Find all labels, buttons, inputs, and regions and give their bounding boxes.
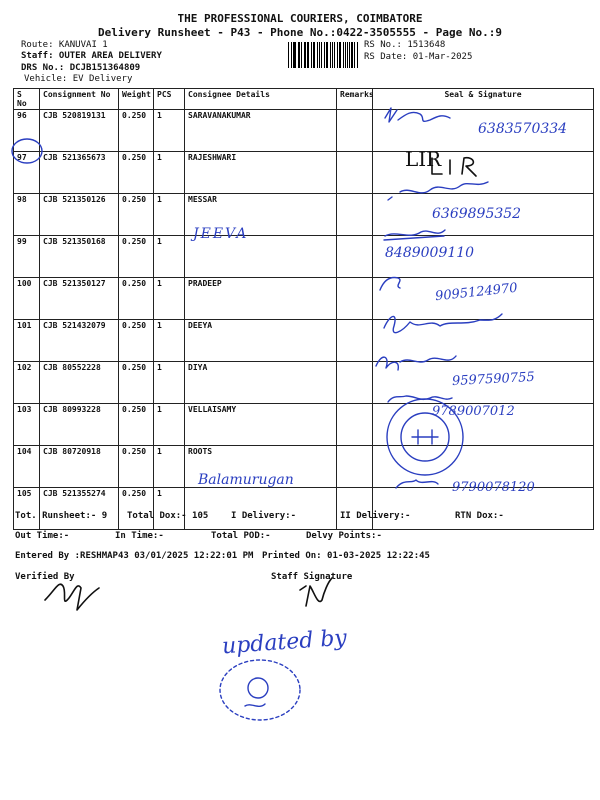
signature-98-scribble bbox=[388, 182, 488, 200]
hw-phone-99: 8489009110 bbox=[385, 245, 475, 261]
hw-sign-97: LIR bbox=[405, 147, 442, 171]
cell-sno: 102 bbox=[14, 362, 40, 404]
hw-phone-105: 9790078120 bbox=[452, 480, 535, 495]
col-header-signature: Seal & Signature bbox=[373, 89, 594, 110]
cell-pcs: 1 bbox=[154, 194, 185, 236]
staff-label: Staff: OUTER AREA DELIVERY bbox=[21, 51, 162, 61]
cell-sno: 101 bbox=[14, 320, 40, 362]
cell-sno: 97 bbox=[14, 152, 40, 194]
total-pod: Total POD:- bbox=[211, 531, 271, 541]
verified-by-label: Verified By bbox=[15, 572, 75, 582]
cell-consignment: CJB 80993228 bbox=[40, 404, 119, 446]
hw-updated-by: updated by bbox=[221, 625, 348, 660]
total-runsheet: Tot. Runsheet:- 9 bbox=[15, 511, 108, 521]
col-header-pcs: PCS bbox=[154, 89, 185, 110]
drs-number: DRS No.: DCJB151364809 bbox=[21, 63, 141, 73]
cell-weight: 0.250 bbox=[119, 110, 154, 152]
hw-consignee-99: JEEVA bbox=[193, 226, 249, 242]
cell-consignee: MESSAR bbox=[185, 194, 337, 236]
cell-pcs: 1 bbox=[154, 320, 185, 362]
staff-signature-label: Staff Signature bbox=[271, 572, 353, 582]
cell-consignment: CJB 520819131 bbox=[40, 110, 119, 152]
printed-on: Printed On: 01-03-2025 12:22:45 bbox=[262, 551, 430, 561]
hw-phone-103: 9789007012 bbox=[432, 404, 515, 419]
cell-weight: 0.250 bbox=[119, 404, 154, 446]
cell-weight: 0.250 bbox=[119, 488, 154, 530]
cell-consignment: CJB 80552228 bbox=[40, 362, 119, 404]
col-header-consignee: Consignee Details bbox=[185, 89, 337, 110]
cell-pcs: 1 bbox=[154, 362, 185, 404]
signature-105 bbox=[396, 480, 438, 488]
hw-consignee-105: Balamurugan bbox=[198, 472, 294, 488]
total-dox: Total Dox:- 105 bbox=[127, 511, 209, 521]
cell-sno: 105 bbox=[14, 488, 40, 530]
cell-consignee: RAJESHWARI bbox=[185, 152, 337, 194]
cell-weight: 0.250 bbox=[119, 194, 154, 236]
cell-pcs: 1 bbox=[154, 488, 185, 530]
cell-pcs: 1 bbox=[154, 446, 185, 488]
cell-consignee: ROOTS bbox=[185, 446, 337, 488]
col-header-weight: Weight bbox=[119, 89, 154, 110]
cell-pcs: 1 bbox=[154, 236, 185, 278]
cell-consignee: SARAVANAKUMAR bbox=[185, 110, 337, 152]
ii-delivery: II Delivery:- bbox=[340, 511, 411, 521]
cell-sno: 96 bbox=[14, 110, 40, 152]
cell-consignment: CJB 521365673 bbox=[40, 152, 119, 194]
verified-signature bbox=[45, 584, 99, 610]
signature-102 bbox=[376, 356, 456, 370]
cell-sno: 99 bbox=[14, 236, 40, 278]
delvy-points: Delvy Points:- bbox=[306, 531, 382, 541]
col-header-sno: S No bbox=[14, 89, 40, 110]
hw-phone-98: 6369895352 bbox=[432, 206, 522, 222]
runsheet-subtitle: Delivery Runsheet - P43 - Phone No.:0422-3505555 - Page No.:9 bbox=[98, 26, 502, 39]
cell-pcs: 1 bbox=[154, 152, 185, 194]
route-label: Route: KANUVAI 1 bbox=[21, 40, 108, 50]
col-header-consignment: Consignment No bbox=[40, 89, 119, 110]
in-time: In Time:- bbox=[115, 531, 164, 541]
cell-consignment: CJB 521350127 bbox=[40, 278, 119, 320]
signature-99-scribble bbox=[384, 230, 445, 240]
entered-by: Entered By :RESHMAP43 03/01/2025 12:22:01 PM bbox=[15, 551, 254, 561]
cell-consignee: DIYA bbox=[185, 362, 337, 404]
cell-consignee: DEEYA bbox=[185, 320, 337, 362]
signature-101 bbox=[384, 314, 502, 333]
cell-consignment: CJB 521350126 bbox=[40, 194, 119, 236]
rs-date: RS Date: 01-Mar-2025 bbox=[364, 52, 473, 62]
cell-consignee: VELLAISAMY bbox=[185, 404, 337, 446]
bottom-stamp bbox=[220, 660, 300, 720]
company-name: THE PROFESSIONAL COURIERS, COIMBATORE bbox=[177, 12, 423, 25]
cell-sno: 103 bbox=[14, 404, 40, 446]
hw-phone-102: 9597590755 bbox=[451, 369, 536, 390]
circle-97 bbox=[12, 139, 42, 163]
out-time: Out Time:- bbox=[15, 531, 70, 541]
cell-pcs: 1 bbox=[154, 404, 185, 446]
vehicle-label: Vehicle: EV Delivery bbox=[24, 74, 133, 84]
i-delivery: I Delivery:- bbox=[231, 511, 297, 521]
cell-weight: 0.250 bbox=[119, 152, 154, 194]
cell-weight: 0.250 bbox=[119, 446, 154, 488]
cell-weight: 0.250 bbox=[119, 320, 154, 362]
rs-number: RS No.: 1513648 bbox=[364, 40, 446, 50]
cell-pcs: 1 bbox=[154, 278, 185, 320]
cell-weight: 0.250 bbox=[119, 236, 154, 278]
cell-sno: 100 bbox=[14, 278, 40, 320]
hw-phone-100: 9095124970 bbox=[434, 280, 519, 305]
staff-signature bbox=[300, 578, 332, 606]
cell-weight: 0.250 bbox=[119, 362, 154, 404]
signature-100 bbox=[380, 278, 400, 291]
signature-96 bbox=[385, 108, 450, 122]
cell-consignment: CJB 80720918 bbox=[40, 446, 119, 488]
cell-consignment: CJB 521355274 bbox=[40, 488, 119, 530]
cell-sno: 104 bbox=[14, 446, 40, 488]
cell-weight: 0.250 bbox=[119, 278, 154, 320]
cell-consignment: CJB 521432079 bbox=[40, 320, 119, 362]
rtn-dox: RTN Dox:- bbox=[455, 511, 504, 521]
cell-pcs: 1 bbox=[154, 110, 185, 152]
col-header-remarks: Remarks bbox=[337, 89, 373, 110]
cell-consignee: PRADEEP bbox=[185, 278, 337, 320]
hw-phone-96: 6383570334 bbox=[478, 121, 568, 137]
cell-sno: 98 bbox=[14, 194, 40, 236]
cell-consignment: CJB 521350168 bbox=[40, 236, 119, 278]
